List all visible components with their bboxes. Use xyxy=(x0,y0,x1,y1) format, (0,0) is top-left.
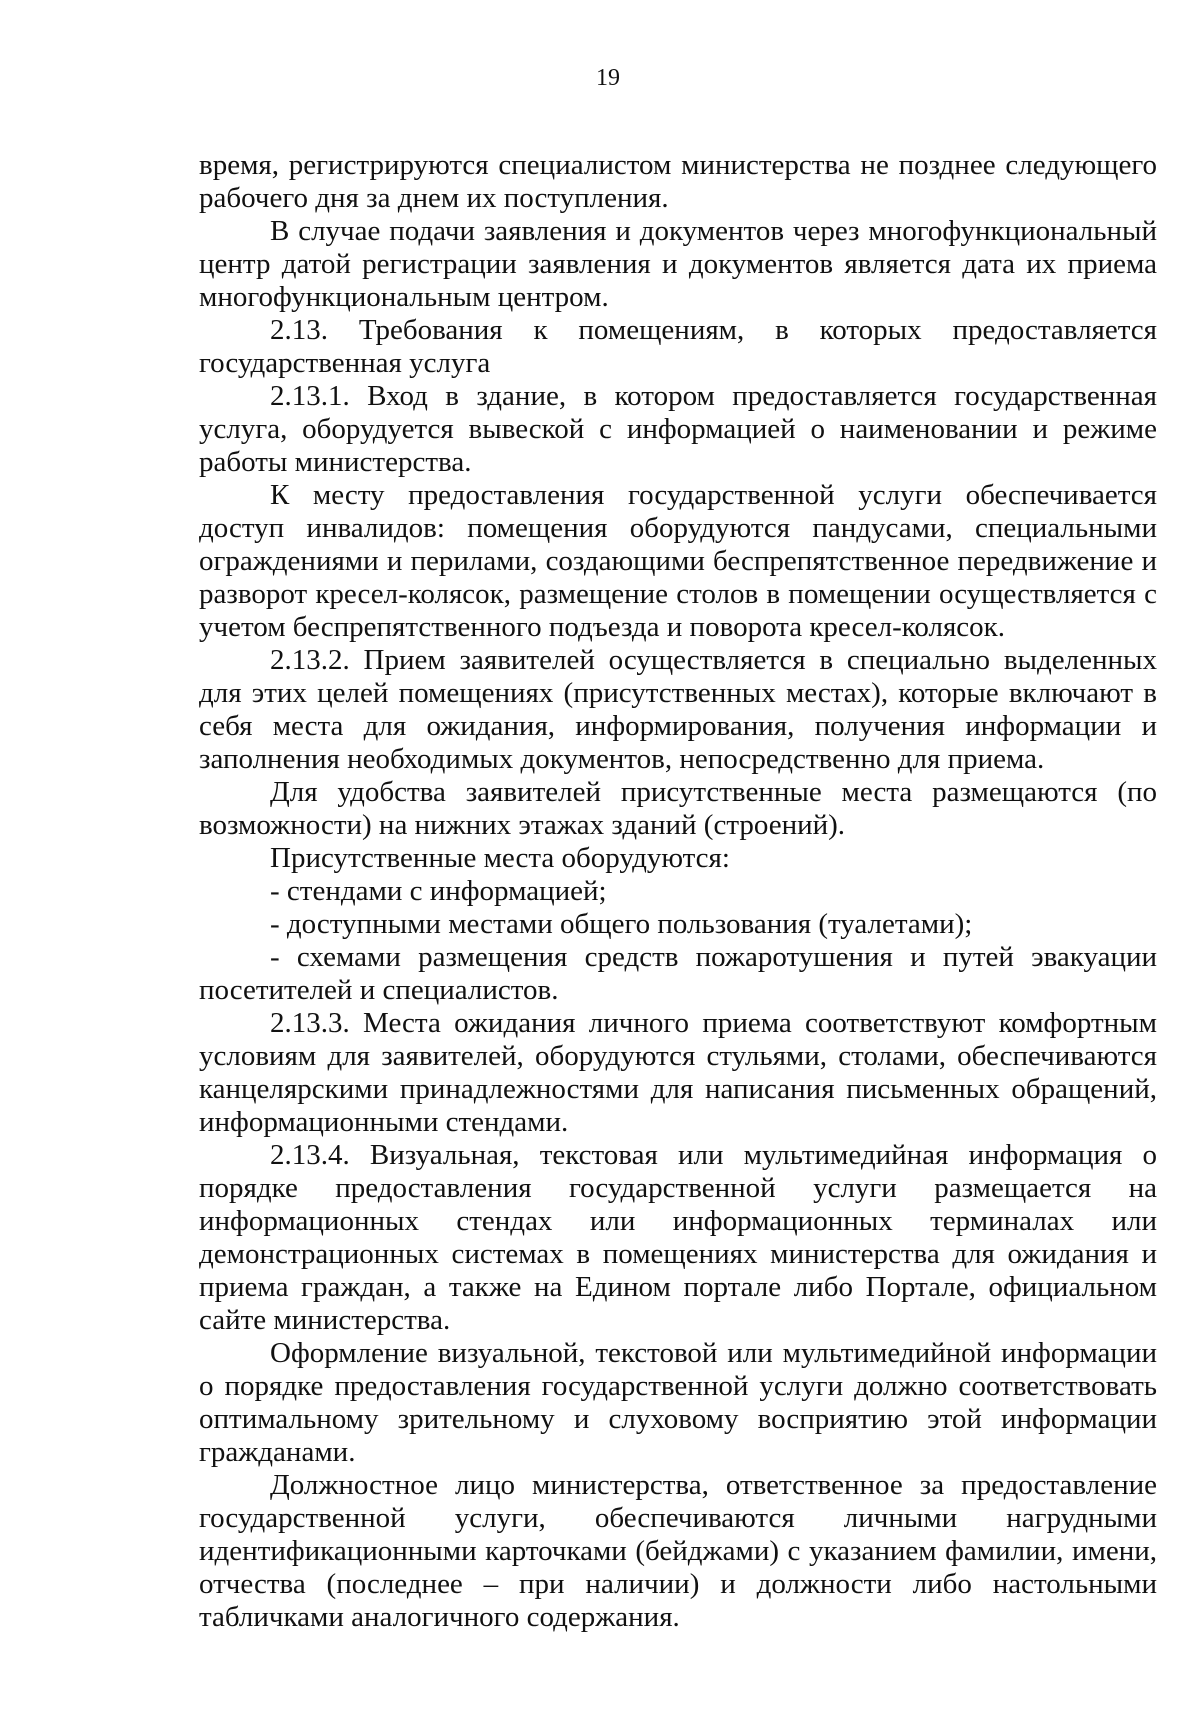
paragraph: 2.13.2. Прием заявителей осуществляется в специально выделенных для этих целей помещениях (присутственных местах), которые включают в себя места для ожидания, информирования, получения информации и заполнения необходимых документов, непосредственно для приема. xyxy=(199,644,1157,775)
paragraph: Для удобства заявителей присутственные места размещаются (по возможности) на нижних этажах зданий (строений). xyxy=(199,776,1157,841)
paragraph: 2.13. Требования к помещениям, в которых предоставляется государственная услуга xyxy=(199,314,1157,379)
paragraph: - схемами размещения средств пожаротушения и путей эвакуации посетителей и специалистов. xyxy=(199,941,1157,1006)
paragraph: 2.13.4. Визуальная, текстовая или мультимедийная информация о порядке предоставления государственной услуги размещается на информационных стендах или информационных терминалах или демонстрационных системах в помещениях министерства для ожидания и приема граждан, а также на Едином портале либо Портале, официальном сайте министерства. xyxy=(199,1139,1157,1336)
paragraph: Оформление визуальной, текстовой или мультимедийной информации о порядке предоставления государственной услуги должно соответствовать оптимальному зрительному и слуховому восприятию этой информации гражданами. xyxy=(199,1337,1157,1468)
paragraph: К месту предоставления государственной услуги обеспечивается доступ инвалидов: помещения оборудуются пандусами, специальными ограждениями и перилами, создающими беспрепятственное передвижение и разворот кресел-колясок, размещение столов в помещении осуществляется с учетом беспрепятственного подъезда и поворота кресел-колясок. xyxy=(199,479,1157,643)
document-body xyxy=(199,149,1157,1634)
paragraph: Присутственные места оборудуются: xyxy=(270,842,730,874)
paragraph: 2.13.1. Вход в здание, в котором предоставляется государственная услуга, оборудуется вывеской с информацией о наименовании и режиме работы министерства. xyxy=(199,380,1157,478)
page-number: 19 xyxy=(596,65,620,91)
paragraph: - стендами с информацией; xyxy=(270,875,607,907)
paragraph: 2.13.3. Места ожидания личного приема соответствуют комфортным условиям для заявителей, оборудуются стульями, столами, обеспечиваются канцелярскими принадлежностями для написания письменных обращений, информационными стендами. xyxy=(199,1007,1157,1138)
paragraph: В случае подачи заявления и документов через многофункциональный центр датой регистрации заявления и документов является дата их приема многофункциональным центром. xyxy=(199,215,1157,313)
paragraph: время, регистрируются специалистом министерства не позднее следующего рабочего дня за днем их поступления. xyxy=(199,149,1157,214)
paragraph: - доступными местами общего пользования (туалетами); xyxy=(270,908,973,940)
paragraph: Должностное лицо министерства, ответственное за предоставление государственной услуги, обеспечиваются личными нагрудными идентификационными карточками (бейджами) с указанием фамилии, имени, отчества (последнее – при наличии) и должности либо настольными табличками аналогичного содержания. xyxy=(199,1469,1157,1633)
